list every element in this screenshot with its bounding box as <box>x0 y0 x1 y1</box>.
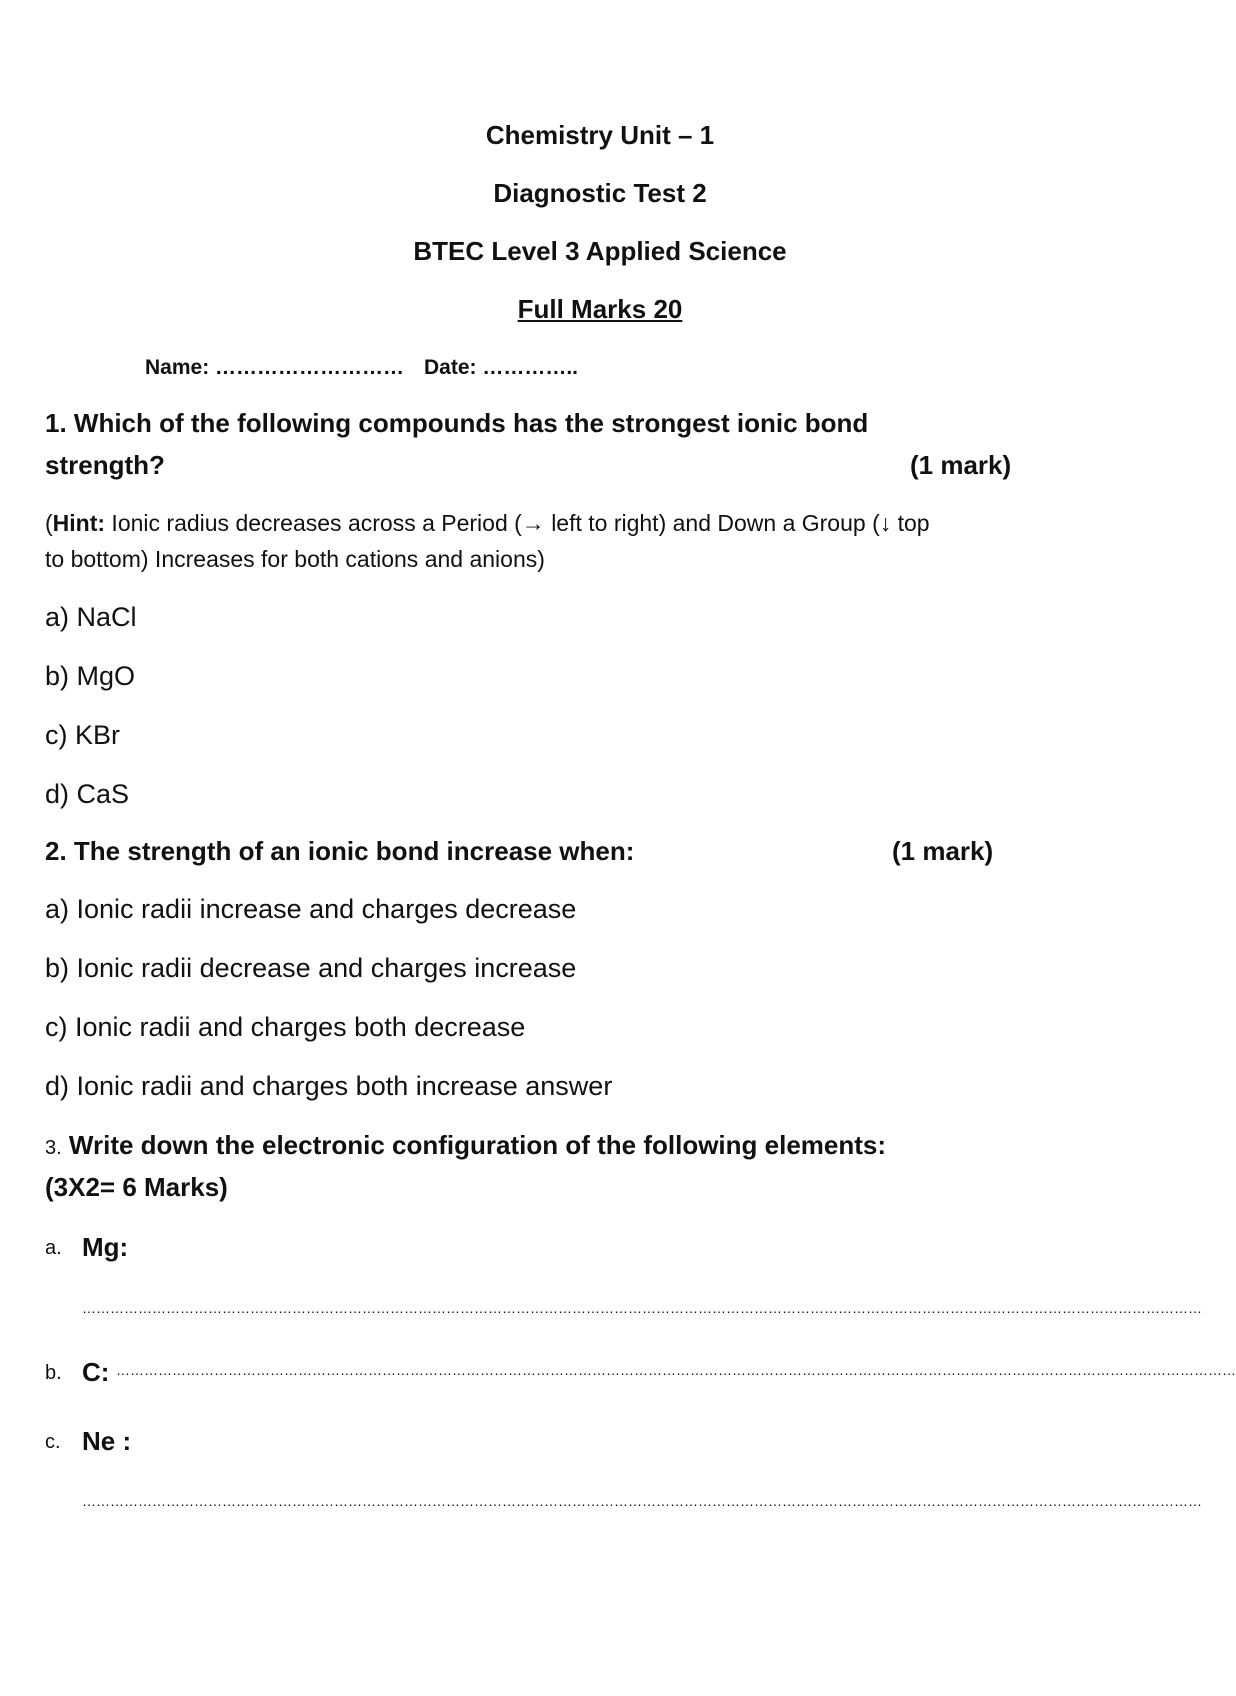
question-3-text <box>45 1130 886 1161</box>
question-2-option-d: d) Ionic radii and charges both increase answer <box>45 1071 613 1101</box>
hint-text: Ionic radius decreases across a Period (→ left to right) and Down a Group (↓ top <box>105 510 930 536</box>
question-3-item-b-letter: b. <box>45 1362 62 1384</box>
hint-label: Hint: <box>52 510 106 536</box>
question-1-line1: 1. Which of the following compounds has the strongest ionic bond <box>45 408 869 438</box>
question-3-item-a-letter: a. <box>45 1237 62 1259</box>
question-1-option-c: c) KBr <box>45 720 121 750</box>
question-2-option-c: c) Ionic radii and charges both decrease <box>45 1012 526 1042</box>
answer-line-mg[interactable]: …………………………………………………………………………………………………………………………………………………………………………………………………………………… <box>82 1300 1202 1316</box>
name-field: Name: ……………………… <box>145 356 405 379</box>
page-title: Chemistry Unit – 1 <box>485 120 715 150</box>
question-2-marks: (1 mark) <box>892 836 994 866</box>
question-3-number: 3. <box>45 1137 62 1159</box>
question-1-marks: (1 mark) <box>910 450 1012 480</box>
question-3-body: Write down the electronic configuration of the following elements: <box>61 1130 887 1160</box>
question-1-option-b: b) MgO <box>45 661 136 691</box>
question-1-option-d: d) CaS <box>45 779 130 809</box>
question-3-item-b-label: C: <box>82 1357 110 1387</box>
question-1-line2: strength? <box>45 450 165 480</box>
question-3-item-c-letter: c. <box>45 1431 61 1453</box>
question-1-hint-line2: to bottom) Increases for both cations and anions) <box>45 546 545 572</box>
question-2-option-a: a) Ionic radii increase and charges decrease <box>45 894 577 924</box>
course-title: BTEC Level 3 Applied Science <box>413 236 787 266</box>
question-3-marks: (3X2= 6 Marks) <box>45 1172 228 1202</box>
date-field: Date: ………….. <box>424 356 579 379</box>
question-3-item-c-label: Ne : <box>82 1426 132 1456</box>
question-1-option-a: a) NaCl <box>45 602 137 632</box>
test-title: Diagnostic Test 2 <box>493 178 707 208</box>
question-2-option-b: b) Ionic radii decrease and charges increase <box>45 953 577 983</box>
question-1-hint-line1 <box>45 510 930 537</box>
question-3-item-a-label: Mg: <box>82 1232 129 1262</box>
full-marks: Full Marks 20 <box>517 294 683 324</box>
question-2-text: 2. The strength of an ionic bond increase when: <box>45 836 635 866</box>
hint-open: ( <box>45 510 53 536</box>
answer-line-ne[interactable]: …………………………………………………………………………………………………………………………………………………………………………………………………………………… <box>82 1493 1202 1509</box>
answer-line-c[interactable]: …………………………………………………………………………………………………………………………………………………………………………………………………………………… <box>116 1362 1236 1378</box>
